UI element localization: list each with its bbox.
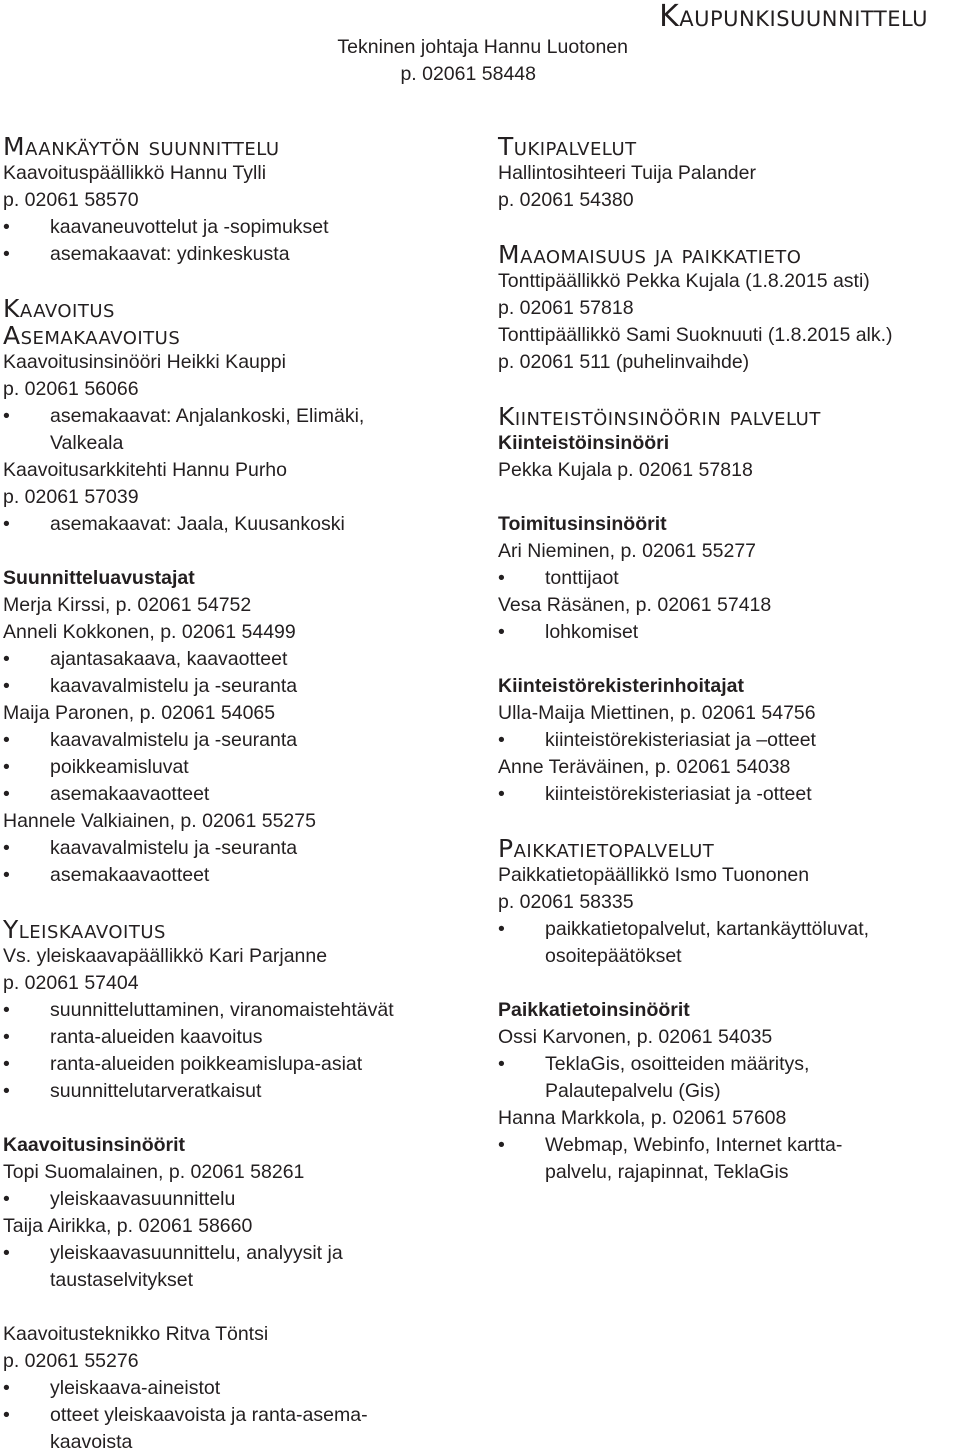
list-item: • kiinteistörekisteriasiat ja -otteet [498,781,958,808]
subsection-heading-asemakaavoitus: Asemakaavoitus [3,321,181,350]
section-heading-kaavoitus: Kaavoitus [3,294,115,323]
list-item-continuation: taustaselvitykset [50,1269,194,1291]
section-heading-kiinteisto: Kiinteistöinsinöörin palvelut [498,402,821,431]
contact-line: Taija Airikka, p. 02061 58660 [3,1215,253,1237]
subsection-heading-suunnitteluavustajat: Suunnitteluavustajat [3,567,195,589]
list-item: • poikkeamisluvat [3,754,473,781]
section-heading-maankaytto: Maankäytön suunnittelu [3,132,280,161]
list-item-continuation: kaavoista [50,1431,133,1453]
contact-line: Hannele Valkiainen, p. 02061 55275 [3,810,316,832]
right-column [498,133,958,1186]
list-item: • suunnittelutarveratkaisut [3,1078,473,1105]
contact-name: Kaavoitusarkkitehti Hannu Purho [3,459,287,481]
director-phone: p. 02061 58448 [400,63,536,85]
list-item-continuation: palvelu, rajapinnat, TeklaGis [545,1161,789,1183]
list-item: • Webmap, Webinfo, Internet kartta- [498,1132,958,1159]
contact-line: Maija Paronen, p. 02061 54065 [3,702,276,724]
list-item: • ranta-alueiden poikkeamislupa-asiat [3,1051,473,1078]
contact-name: Kaavoituspäällikkö Hannu Tylli [3,162,267,184]
contact-line: Ossi Karvonen, p. 02061 54035 [498,1026,773,1048]
list-item: • paikkatietopalvelut, kartankäyttöluvat, [498,916,958,943]
contact-line: Anne Teräväinen, p. 02061 54038 [498,756,791,778]
list-item: • asemakaavaotteet [3,781,473,808]
contact-name: Kaavoitusinsinööri Heikki Kauppi [3,351,286,373]
list-item: • asemakaavat: Anjalankoski, Elimäki, [3,403,473,430]
list-item: • tonttijaot [498,565,958,592]
contact-line: Topi Suomalainen, p. 02061 58261 [3,1161,305,1183]
subsection-heading: Kiinteistöinsinööri [498,432,670,454]
contact-phone: p. 02061 58335 [498,891,634,913]
list-item: • suunnitteluttaminen, viranomaistehtävät [3,997,473,1024]
list-item: • kaavavalmistelu ja -seuranta [3,727,473,754]
subsection-heading: Kiinteistörekisterinhoitajat [498,675,744,697]
contact-phone: p. 02061 57818 [498,297,634,319]
contact-phone: p. 02061 55276 [3,1350,139,1372]
list-item: • ranta-alueiden kaavoitus [3,1024,473,1051]
contact-phone: p. 02061 54380 [498,189,634,211]
contact-phone: p. 02061 56066 [3,378,139,400]
section-heading-paikkatieto: Paikkatietopalvelut [498,834,715,863]
contact-name: Hallintosihteeri Tuija Palander [498,162,756,184]
list-item: • yleiskaavasuunnittelu, analyysit ja [3,1240,473,1267]
contact-phone: p. 02061 511 (puhelinvaihde) [498,351,750,373]
list-item: • asemakaavat: ydinkeskusta [3,241,473,268]
director-name: Tekninen johtaja Hannu Luotonen [337,36,628,58]
section-heading-maaomaisuus: Maaomaisuus ja paikkatieto [498,240,802,269]
contact-line: Merja Kirssi, p. 02061 54752 [3,594,252,616]
list-item: • asemakaavat: Jaala, Kuusankoski [3,511,473,538]
subsection-heading: Paikkatietoinsinöörit [498,999,690,1021]
contact-name: Tonttipäällikkö Sami Suoknuuti (1.8.2015 alk.) [498,324,893,346]
list-item: • ajantasakaava, kaavaotteet [3,646,473,673]
section-heading-yleiskaavoitus: Yleiskaavoitus [3,915,166,944]
contact-line: Pekka Kujala p. 02061 57818 [498,459,753,481]
left-column [3,133,473,1456]
list-item-continuation: Valkeala [50,432,124,454]
contact-phone: p. 02061 58570 [3,189,139,211]
list-item: • otteet yleiskaavoista ja ranta-asema- [3,1402,473,1429]
section-heading-tukipalvelut: Tukipalvelut [498,132,637,161]
contact-line: Ulla-Maija Miettinen, p. 02061 54756 [498,702,816,724]
list-item: • kaavaneuvottelut ja -sopimukset [3,214,473,241]
contact-line: Ari Nieminen, p. 02061 55277 [498,540,757,562]
list-item: • yleiskaava-aineistot [3,1375,473,1402]
contact-name: Paikkatietopäällikkö Ismo Tuononen [498,864,810,886]
contact-line: Anneli Kokkonen, p. 02061 54499 [3,621,296,643]
list-item: • TeklaGis, osoitteiden määritys, [498,1051,958,1078]
list-item: • kiinteistörekisteriasiat ja –otteet [498,727,958,754]
list-item-continuation: Palautepalvelu (Gis) [545,1080,721,1102]
subsection-heading-kaavoitusinsinoorit: Kaavoitusinsinöörit [3,1134,186,1156]
contact-name: Kaavoitusteknikko Ritva Töntsi [3,1323,269,1345]
list-item: • asemakaavaotteet [3,862,473,889]
list-item: • kaavavalmistelu ja -seuranta [3,835,473,862]
contact-name: Tonttipäällikkö Pekka Kujala (1.8.2015 asti) [498,270,870,292]
list-item-continuation: osoitepäätökset [545,945,682,967]
list-item: • kaavavalmistelu ja -seuranta [3,673,473,700]
contact-line: Vesa Räsänen, p. 02061 57418 [498,594,772,616]
list-item: • yleiskaavasuunnittelu [3,1186,473,1213]
contact-name: Vs. yleiskaavapäällikkö Kari Parjanne [3,945,328,967]
subsection-heading: Toimitusinsinöörit [498,513,667,535]
contact-phone: p. 02061 57404 [3,972,139,994]
page-title: Kaupunkisuunnittelu [659,0,928,34]
contact-line: Hanna Markkola, p. 02061 57608 [498,1107,787,1129]
list-item: • lohkomiset [498,619,958,646]
contact-phone: p. 02061 57039 [3,486,139,508]
